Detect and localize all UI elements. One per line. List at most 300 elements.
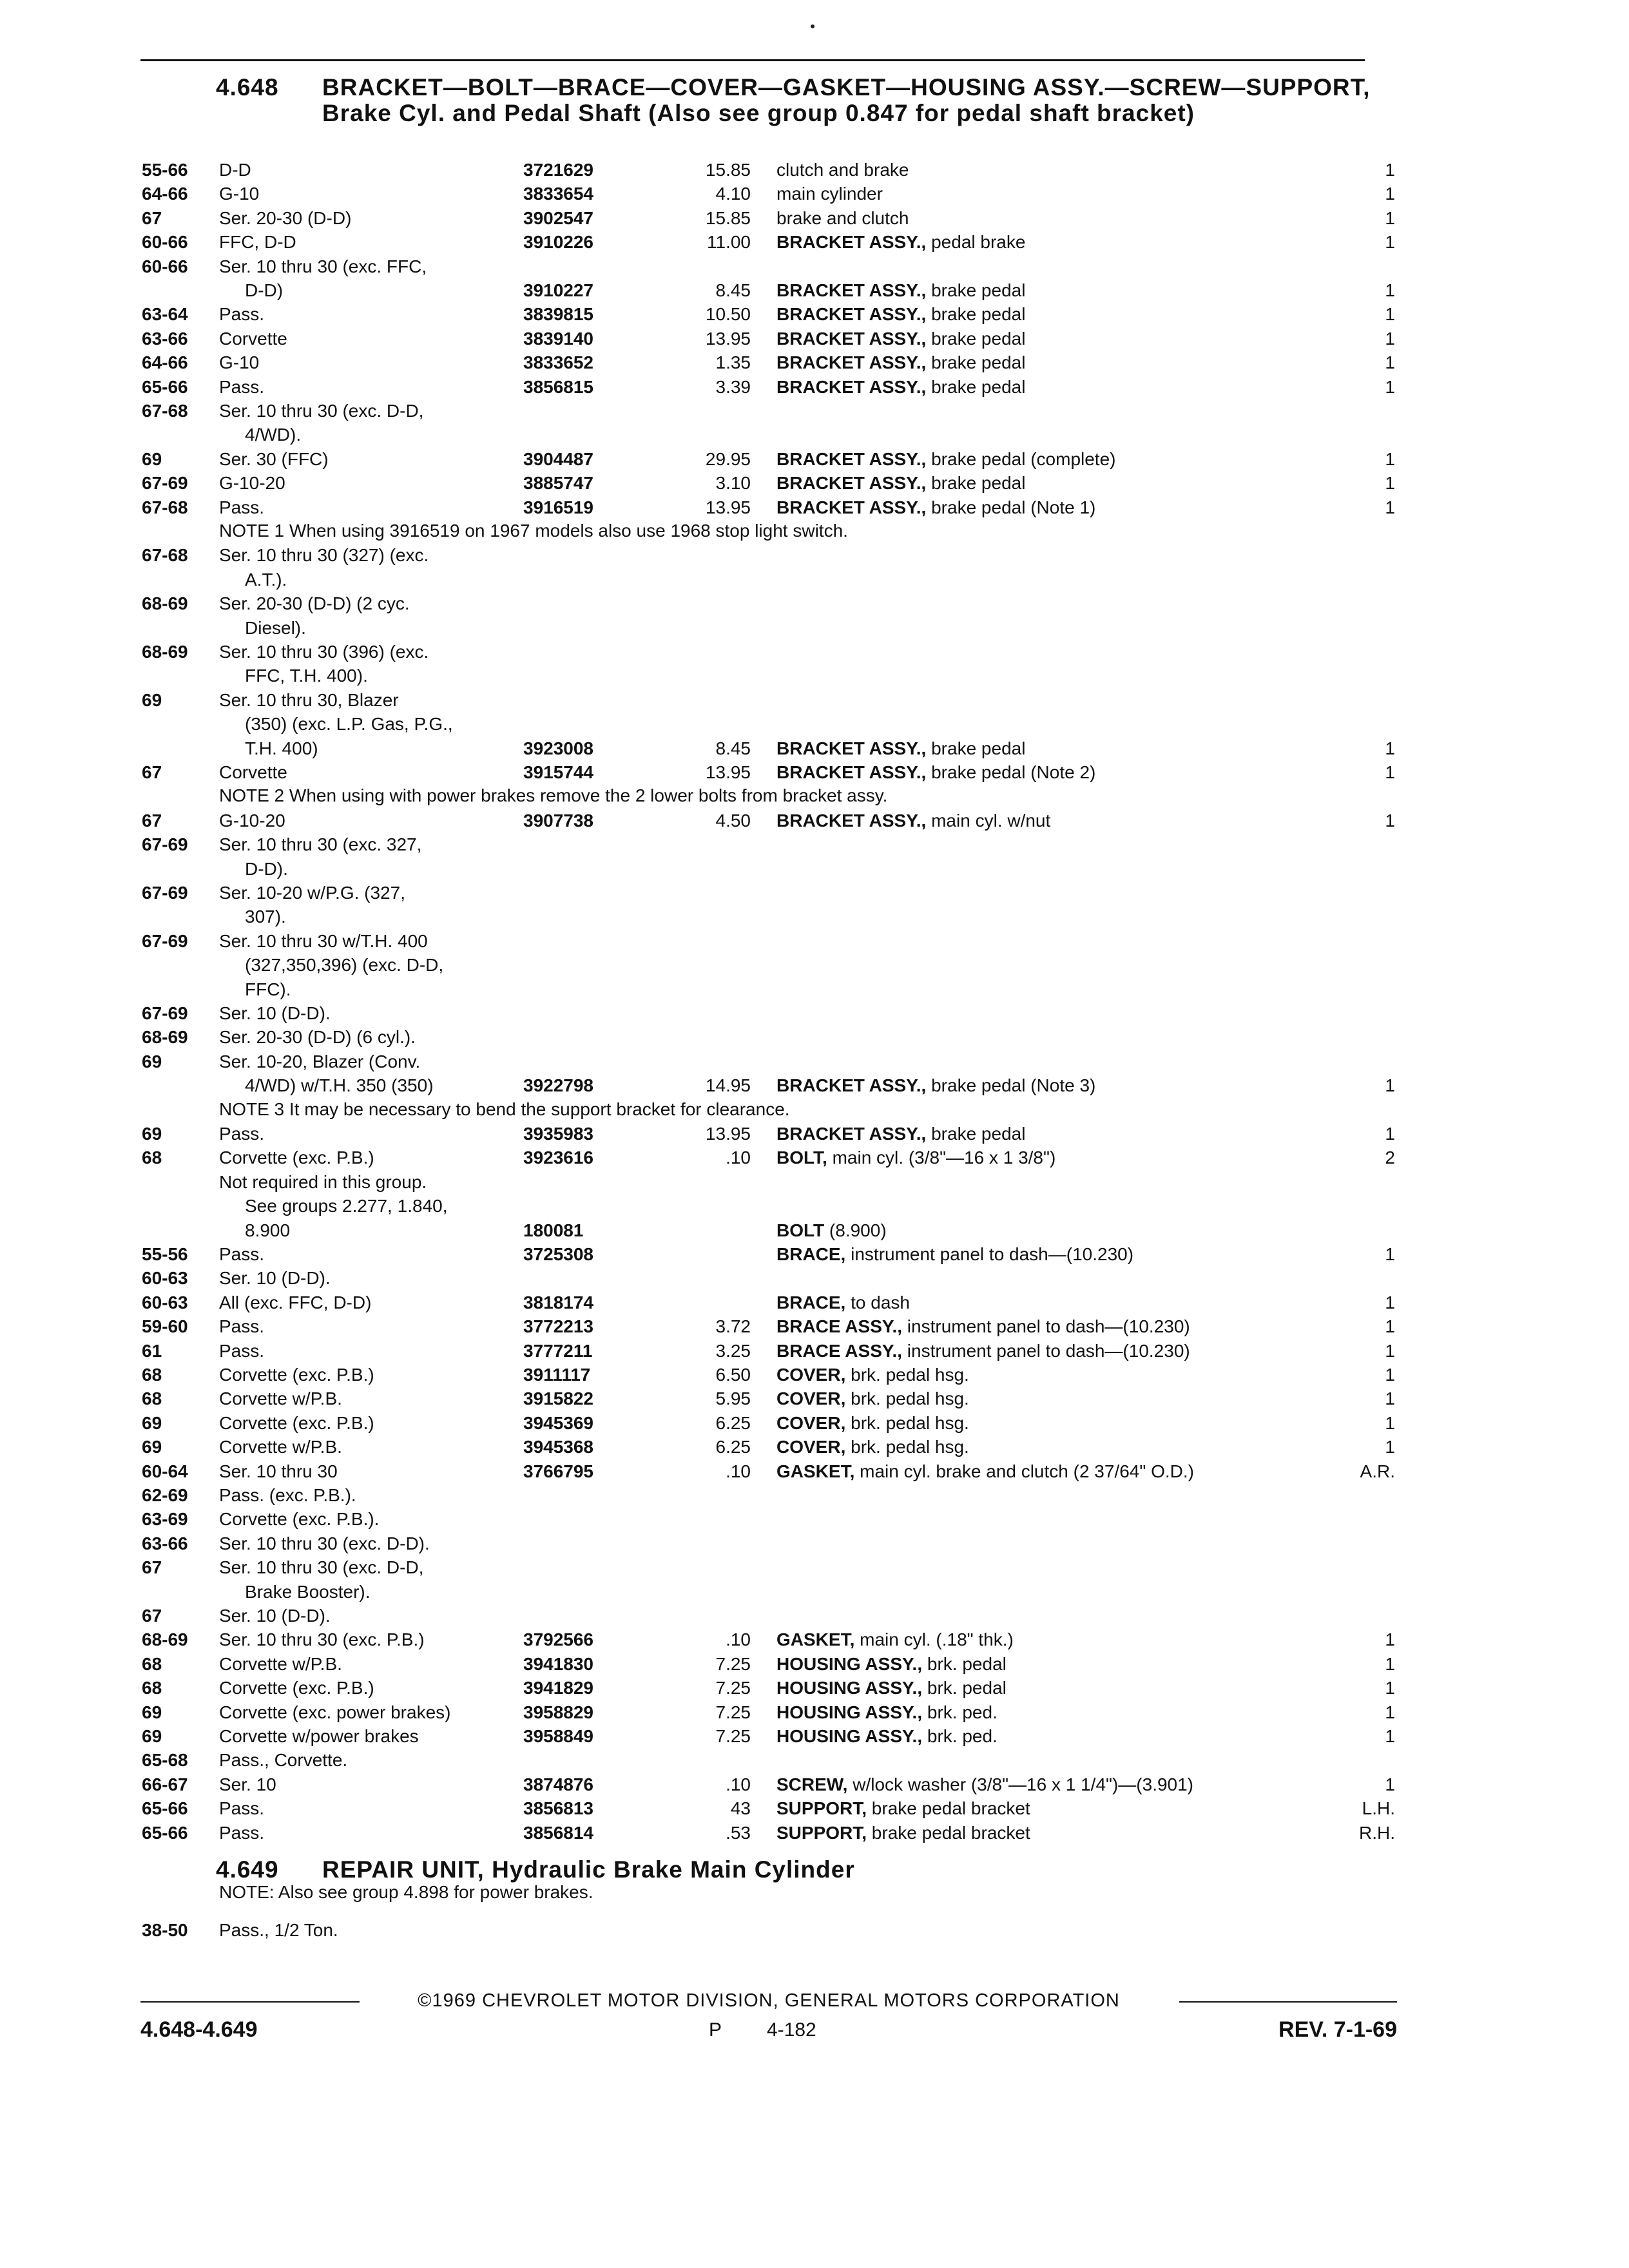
quantity: 1 — [1385, 497, 1395, 517]
part-detail: clutch and brake — [776, 160, 909, 180]
model-year: 68 — [142, 1148, 162, 1168]
part-description — [776, 1340, 1190, 1363]
parts-row — [0, 351, 1629, 374]
part-detail: main cyl. (.18" thk.) — [854, 1629, 1014, 1649]
list-price: 13.95 — [705, 762, 751, 782]
parts-row — [0, 1701, 1629, 1724]
part-detail: brake pedal (Note 2) — [926, 762, 1096, 782]
parts-row — [0, 1050, 1629, 1073]
parts-row — [0, 1219, 1629, 1242]
part-name: BRACKET ASSY., — [776, 473, 927, 493]
quantity: R.H. — [1359, 1823, 1395, 1843]
model-year: 68 — [142, 1389, 162, 1408]
quantity: L.H. — [1362, 1798, 1395, 1818]
part-detail: brk. pedal — [922, 1678, 1007, 1698]
part-name: BRACKET ASSY., — [776, 352, 927, 372]
parts-row — [0, 255, 1629, 278]
list-price: 3.10 — [715, 473, 751, 493]
quantity: 1 — [1385, 1341, 1395, 1361]
model-application: Pass. — [219, 497, 265, 517]
model-year: 60-63 — [142, 1268, 188, 1288]
model-application: Pass. — [219, 1798, 265, 1818]
list-price: 3.39 — [715, 377, 751, 397]
parts-row — [0, 423, 1629, 447]
list-price: 14.95 — [705, 1075, 751, 1095]
list-price: 8.45 — [715, 280, 751, 300]
quantity: 1 — [1385, 762, 1395, 782]
part-description — [776, 472, 1025, 495]
part-name: BRACE, — [776, 1293, 846, 1312]
part-number: 3856815 — [523, 377, 594, 397]
model-year: 67-69 — [142, 931, 188, 951]
quantity: 1 — [1385, 352, 1395, 372]
model-application: Corvette (exc. P.B.) — [219, 1413, 374, 1433]
model-application: Ser. 30 (FFC) — [219, 449, 329, 469]
parts-row — [0, 1412, 1629, 1435]
quantity: 1 — [1385, 811, 1395, 831]
parts-row — [0, 376, 1629, 399]
model-application: Corvette w/P.B. — [219, 1437, 342, 1457]
parts-row — [0, 881, 1629, 905]
part-number: 3856813 — [523, 1798, 594, 1818]
model-year: 61 — [142, 1341, 162, 1361]
parts-row — [0, 1340, 1629, 1363]
model-year: 69 — [142, 1437, 162, 1457]
part-detail: brake pedal — [926, 1124, 1026, 1144]
list-price: 11.00 — [707, 232, 751, 252]
part-name: SUPPORT, — [776, 1823, 867, 1843]
parts-row — [0, 1797, 1629, 1820]
model-application: Ser. 10-20 w/P.G. (327, — [219, 883, 405, 903]
parts-row — [0, 1773, 1629, 1796]
part-description — [776, 303, 1025, 326]
model-year: 68-69 — [142, 1027, 188, 1047]
parts-row — [0, 713, 1629, 736]
model-application: Ser. 10 thru 30 (exc. P.B.) — [219, 1629, 425, 1649]
parts-row — [0, 1604, 1629, 1628]
model-application: Ser. 10 (D-D). — [219, 1003, 331, 1023]
model-year: 60-66 — [142, 256, 188, 276]
quantity: 1 — [1385, 232, 1395, 252]
model-application: Not required in this group. — [219, 1172, 427, 1192]
list-price: 13.95 — [705, 1124, 751, 1144]
model-application: D-D) — [245, 280, 284, 300]
model-year: 65-66 — [142, 1798, 188, 1818]
part-number: 3941830 — [523, 1654, 594, 1674]
part-detail: brake pedal bracket — [867, 1798, 1030, 1818]
model-year: 38-50 — [142, 1920, 188, 1940]
model-application: Ser. 10 thru 30 w/T.H. 400 — [219, 931, 428, 951]
parts-row — [0, 399, 1629, 423]
parts-row — [0, 1026, 1629, 1049]
model-application: Pass. — [219, 1341, 265, 1361]
part-name: HOUSING ASSY., — [776, 1702, 923, 1722]
parts-row — [0, 978, 1629, 1001]
model-year: 67-69 — [142, 834, 188, 854]
model-application: (350) (exc. L.P. Gas, P.G., — [245, 714, 453, 734]
part-detail: instrument panel to dash—(10.230) — [845, 1244, 1134, 1264]
model-application: Pass. — [219, 1316, 265, 1336]
part-description — [776, 1291, 910, 1314]
model-application: Ser. 20-30 (D-D) — [219, 208, 352, 228]
part-detail: instrument panel to dash—(10.230) — [902, 1341, 1190, 1361]
model-application: FFC, D-D — [219, 232, 296, 252]
quantity: 1 — [1385, 377, 1395, 397]
list-price: 6.25 — [715, 1437, 751, 1457]
part-number: 3721629 — [523, 160, 594, 180]
model-application: Corvette — [219, 329, 287, 349]
part-detail: brake pedal — [926, 280, 1026, 300]
section-note: NOTE: Also see group 4.898 for power brakes. — [219, 1882, 593, 1902]
part-description — [776, 182, 883, 206]
part-name: BRACKET ASSY., — [776, 377, 927, 397]
model-year: 67-69 — [142, 883, 188, 903]
model-application: Diesel). — [245, 618, 306, 638]
list-price: 4.10 — [715, 184, 751, 204]
parts-row — [0, 568, 1629, 591]
quantity: 1 — [1385, 1389, 1395, 1408]
model-application: G-10-20 — [219, 811, 285, 831]
part-description — [776, 1315, 1190, 1338]
part-name: BRACE ASSY., — [776, 1316, 903, 1336]
quantity: 1 — [1385, 1437, 1395, 1457]
part-detail: brk. pedal hsg. — [845, 1389, 969, 1408]
part-number: 3922798 — [523, 1075, 594, 1095]
part-number: 3904487 — [523, 449, 594, 469]
part-name: COVER, — [776, 1437, 846, 1457]
quantity: 1 — [1385, 1413, 1395, 1433]
part-detail: brk. ped. — [922, 1726, 998, 1746]
part-description — [776, 1821, 1030, 1845]
model-year: 63-66 — [142, 1533, 188, 1553]
model-application: Corvette w/P.B. — [219, 1654, 342, 1674]
model-application: Brake Booster). — [245, 1582, 371, 1602]
part-number: 3833654 — [523, 184, 594, 204]
part-detail: brake pedal (Note 3) — [926, 1075, 1096, 1095]
model-year: 67-69 — [142, 473, 188, 493]
part-description — [776, 1436, 969, 1459]
list-price: 7.25 — [715, 1654, 751, 1674]
model-application: Pass., Corvette. — [219, 1750, 348, 1770]
part-number: 3902547 — [523, 208, 594, 228]
part-number: 3958849 — [523, 1726, 594, 1746]
part-name: BRACKET ASSY., — [776, 1124, 927, 1144]
parts-row — [0, 1436, 1629, 1459]
model-year: 64-66 — [142, 184, 188, 204]
part-description — [776, 327, 1025, 351]
model-year: 60-64 — [142, 1461, 188, 1481]
part-description — [776, 159, 909, 182]
part-number: 3941829 — [523, 1678, 594, 1698]
model-application: Pass. — [219, 1244, 265, 1264]
model-year: 55-66 — [142, 160, 188, 180]
part-number: 3792566 — [523, 1629, 594, 1649]
model-application: Pass. — [219, 304, 265, 324]
list-price: 1.35 — [715, 352, 751, 372]
list-price: .10 — [726, 1629, 751, 1649]
part-description — [776, 496, 1095, 519]
row-note: NOTE 2 When using with power brakes remove the 2 lower bolts from bracket assy. — [219, 785, 888, 805]
model-application: Ser. 10 (D-D). — [219, 1606, 331, 1626]
list-price: 43 — [730, 1798, 751, 1818]
part-detail: pedal brake — [926, 232, 1026, 252]
part-detail: brk. pedal — [922, 1654, 1007, 1674]
quantity: 1 — [1385, 1702, 1395, 1722]
part-detail: brk. pedal hsg. — [845, 1365, 969, 1385]
model-year: 68 — [142, 1365, 162, 1385]
part-name: BOLT, — [776, 1148, 827, 1168]
model-year: 63-66 — [142, 329, 188, 349]
list-price: .53 — [726, 1823, 751, 1843]
part-detail: main cyl. (3/8"—16 x 1 3/8") — [827, 1148, 1056, 1168]
parts-row — [0, 1363, 1629, 1387]
model-year: 55-56 — [142, 1244, 188, 1264]
part-description — [776, 809, 1050, 832]
part-number: 3915744 — [523, 762, 594, 782]
model-year: 67 — [142, 762, 162, 782]
model-application: Corvette (exc. P.B.). — [219, 1509, 380, 1529]
part-name: COVER, — [776, 1365, 846, 1385]
revision-date: REV. 7-1-69 — [1278, 2017, 1397, 2042]
model-application: Corvette — [219, 762, 287, 782]
parts-row — [0, 1002, 1629, 1025]
part-description — [776, 1701, 998, 1724]
model-application: Ser. 10 thru 30 — [219, 1461, 338, 1481]
part-detail: brake pedal — [926, 738, 1026, 758]
parts-row — [0, 207, 1629, 230]
list-price: 7.25 — [715, 1678, 751, 1698]
part-name: BRACKET ASSY., — [776, 329, 927, 349]
section-title: REPAIR UNIT, Hydraulic Brake Main Cylinder — [322, 1856, 855, 1883]
part-description — [776, 1412, 969, 1435]
model-year: 67-68 — [142, 545, 188, 565]
list-price: 15.85 — [705, 208, 751, 228]
part-description — [776, 1653, 1007, 1676]
parts-row — [0, 640, 1629, 664]
model-application: Ser. 10 (D-D). — [219, 1268, 331, 1288]
parts-row — [0, 809, 1629, 832]
model-application: Pass. (exc. P.B.). — [219, 1485, 356, 1505]
parts-row — [0, 833, 1629, 856]
quantity: 1 — [1385, 1244, 1395, 1264]
list-price: 13.95 — [705, 329, 751, 349]
part-detail: brake and clutch — [776, 208, 909, 228]
part-name: HOUSING ASSY., — [776, 1678, 923, 1698]
section-number: 4.648 — [216, 74, 279, 101]
part-name: BRACKET ASSY., — [776, 738, 927, 758]
part-number: 3923616 — [523, 1148, 594, 1168]
parts-row — [0, 1074, 1629, 1097]
model-year: 68 — [142, 1654, 162, 1674]
part-number: 3911117 — [523, 1365, 591, 1385]
page-letter: P — [709, 2019, 722, 2041]
parts-row — [0, 689, 1629, 712]
part-name: BRACKET ASSY., — [776, 1075, 927, 1095]
list-price: 29.95 — [705, 449, 751, 469]
part-number: 3910227 — [523, 280, 594, 300]
model-application: G-10 — [219, 352, 260, 372]
parts-row — [0, 1749, 1629, 1772]
part-detail: brake pedal (Note 1) — [926, 497, 1096, 517]
parts-row — [0, 1581, 1629, 1604]
list-price: .10 — [726, 1774, 751, 1794]
part-detail: to dash — [845, 1293, 910, 1312]
quantity: 1 — [1385, 1075, 1395, 1095]
parts-row — [0, 1291, 1629, 1314]
parts-row — [0, 1171, 1629, 1194]
list-price: .10 — [726, 1461, 751, 1481]
list-price: 15.85 — [705, 160, 751, 180]
part-detail: brk. ped. — [922, 1702, 998, 1722]
model-application: Pass., 1/2 Ton. — [219, 1920, 338, 1940]
section-title: BRACKET—BOLT—BRACE—COVER—GASKET—HOUSING ASSY.—SCREW—SUPPORT, Brake Cyl. and Pedal Shaft (Also see group 0.847 for pedal shaft bracket) — [322, 74, 1371, 126]
part-detail: main cyl. w/nut — [926, 811, 1051, 831]
quantity: 1 — [1385, 184, 1395, 204]
part-description — [776, 1122, 1025, 1146]
model-application: Corvette w/power brakes — [219, 1726, 419, 1746]
part-description — [776, 207, 909, 230]
model-application: Corvette (exc. power brakes) — [219, 1702, 451, 1722]
model-application: Corvette w/P.B. — [219, 1389, 342, 1408]
model-application: Ser. 10-20, Blazer (Conv. — [219, 1052, 421, 1072]
part-description — [776, 1460, 1194, 1483]
model-application: Ser. 10 thru 30, Blazer — [219, 690, 399, 710]
parts-row — [0, 1628, 1629, 1651]
model-application: T.H. 400) — [245, 738, 318, 758]
quantity: 1 — [1385, 1678, 1395, 1698]
model-year: 69 — [142, 1052, 162, 1072]
model-year: 68-69 — [142, 1629, 188, 1649]
quantity: 1 — [1385, 304, 1395, 324]
list-price: 6.50 — [715, 1365, 751, 1385]
parts-row — [0, 617, 1629, 640]
quantity: 1 — [1385, 1629, 1395, 1649]
part-name: COVER, — [776, 1389, 846, 1408]
part-name: BRACE, — [776, 1244, 846, 1264]
parts-row — [0, 231, 1629, 254]
parts-row — [0, 327, 1629, 351]
quantity: 1 — [1385, 1774, 1395, 1794]
part-number: 3818174 — [523, 1293, 594, 1312]
model-year: 65-68 — [142, 1750, 188, 1770]
part-detail: brk. pedal hsg. — [845, 1413, 969, 1433]
part-name: GASKET, — [776, 1629, 855, 1649]
model-application: Ser. 20-30 (D-D) (6 cyl.). — [219, 1027, 416, 1047]
part-description — [776, 231, 1025, 254]
model-application: Ser. 10 thru 30 (exc. D-D, — [219, 401, 424, 421]
model-application: Ser. 10 thru 30 (327) (exc. — [219, 545, 429, 565]
page-number: 4-182 — [767, 2019, 816, 2041]
list-price: 7.25 — [715, 1702, 751, 1722]
quantity: 1 — [1385, 1124, 1395, 1144]
model-application: Ser. 20-30 (D-D) (2 cyc. — [219, 593, 410, 613]
part-number: 3907738 — [523, 811, 594, 831]
model-application: Ser. 10 thru 30 (exc. FFC, — [219, 256, 427, 276]
model-application: 4/WD) w/T.H. 350 (350) — [245, 1075, 434, 1095]
model-application: Corvette (exc. P.B.) — [219, 1148, 374, 1168]
group-range: 4.648-4.649 — [140, 2017, 258, 2042]
part-description — [776, 351, 1025, 374]
part-description — [776, 279, 1025, 302]
model-application: 307). — [245, 907, 286, 927]
part-name: SUPPORT, — [776, 1798, 867, 1818]
list-price: 13.95 — [705, 497, 751, 517]
model-application: Pass. — [219, 1124, 265, 1144]
part-description — [776, 1725, 998, 1748]
part-name: COVER, — [776, 1413, 846, 1433]
part-detail: (8.900) — [824, 1220, 887, 1240]
part-name: BRACKET ASSY., — [776, 811, 927, 831]
model-year: 67 — [142, 811, 162, 831]
model-application: G-10 — [219, 184, 260, 204]
model-application: Ser. 10 thru 30 (exc. D-D). — [219, 1533, 430, 1553]
model-application: Pass. — [219, 377, 265, 397]
list-price: .10 — [726, 1148, 751, 1168]
model-application: Corvette (exc. P.B.) — [219, 1365, 374, 1385]
parts-row — [0, 1460, 1629, 1483]
part-name: BRACKET ASSY., — [776, 449, 927, 469]
row-note: NOTE 3 It may be necessary to bend the support bracket for clearance. — [219, 1099, 790, 1119]
part-name: BRACKET ASSY., — [776, 497, 927, 517]
parts-row — [0, 954, 1629, 977]
part-description — [776, 1387, 969, 1410]
part-detail: brake pedal (complete) — [926, 449, 1116, 469]
list-price: 5.95 — [715, 1389, 751, 1408]
quantity: 1 — [1385, 473, 1395, 493]
list-price: 4.50 — [715, 811, 751, 831]
model-year: 67 — [142, 1606, 162, 1626]
parts-row — [0, 1267, 1629, 1290]
part-description — [776, 1146, 1055, 1169]
parts-row — [0, 182, 1629, 206]
model-year: 69 — [142, 1124, 162, 1144]
part-number: 3725308 — [523, 1244, 594, 1264]
part-description — [776, 1363, 969, 1387]
parts-row — [0, 472, 1629, 495]
model-application: (327,350,396) (exc. D-D, — [245, 955, 444, 975]
quantity: 1 — [1385, 160, 1395, 180]
part-name: BRACKET ASSY., — [776, 762, 927, 782]
part-detail: brake pedal bracket — [867, 1823, 1030, 1843]
model-application: D-D — [219, 160, 251, 180]
part-number: 3833652 — [523, 352, 594, 372]
model-application: Ser. 10 thru 30 (exc. 327, — [219, 834, 422, 854]
model-year: 69 — [142, 690, 162, 710]
quantity: A.R. — [1360, 1461, 1395, 1481]
part-description — [776, 1677, 1007, 1700]
parts-row — [0, 1484, 1629, 1507]
model-year: 64-66 — [142, 352, 188, 372]
part-number: 3839140 — [523, 329, 594, 349]
part-name: BRACKET ASSY., — [776, 280, 927, 300]
model-application: Ser. 10 — [219, 1774, 276, 1794]
part-number: 3916519 — [523, 497, 594, 517]
model-year: 68-69 — [142, 642, 188, 662]
parts-row — [0, 1195, 1629, 1218]
model-year: 60-63 — [142, 1293, 188, 1312]
parts-row — [0, 1821, 1629, 1845]
model-application: G-10-20 — [219, 473, 285, 493]
model-year: 60-66 — [142, 232, 188, 252]
part-number: 3958829 — [523, 1702, 594, 1722]
model-application: 8.900 — [245, 1220, 291, 1240]
model-year: 67-68 — [142, 401, 188, 421]
part-detail: brk. pedal hsg. — [845, 1437, 969, 1457]
part-number: 3923008 — [523, 738, 594, 758]
quantity: 1 — [1385, 280, 1395, 300]
parts-row — [0, 930, 1629, 953]
parts-row — [0, 1387, 1629, 1410]
